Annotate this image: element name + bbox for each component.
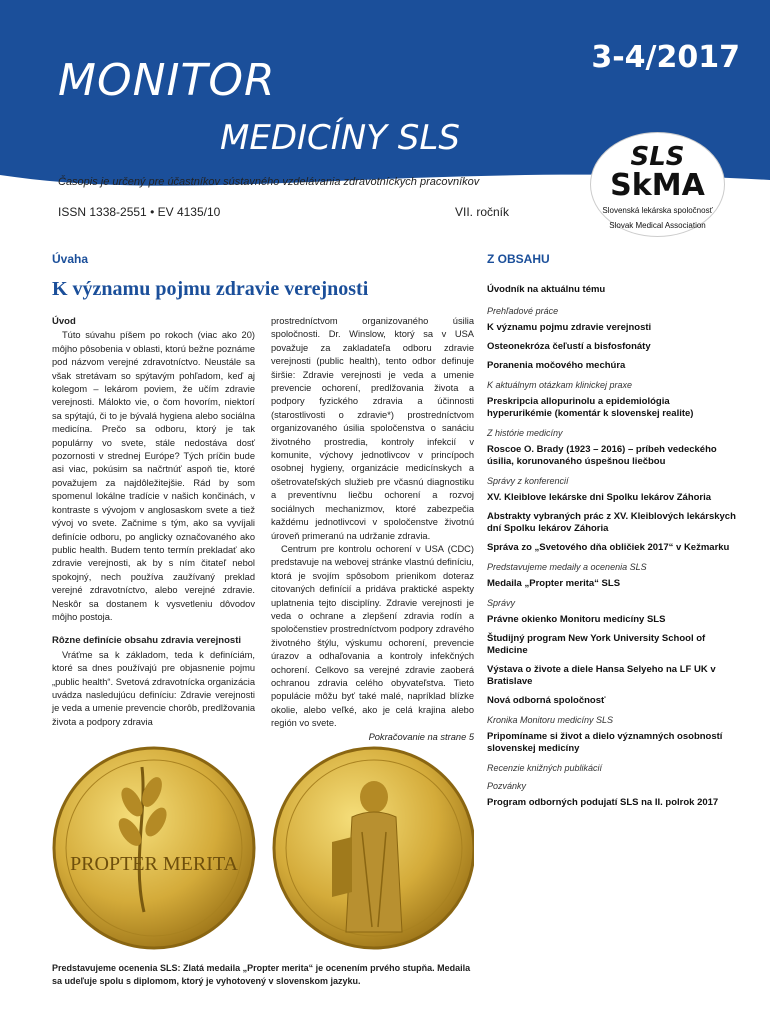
- toc-item[interactable]: Pripomíname si život a dielo významných osobností slovenskej medicíny: [487, 731, 723, 754]
- table-of-contents: [487, 252, 737, 816]
- medal-back: [274, 748, 474, 948]
- heading-definicie: Rôzne definície obsahu zdravia verejnosti: [52, 635, 241, 647]
- article-section: Úvaha: [52, 252, 89, 266]
- continuation-note: Pokračovanie na strane 5: [368, 731, 474, 742]
- toc-section-label: Pozvánky: [487, 781, 527, 791]
- logo-skma: SkMA: [610, 168, 705, 203]
- toc-heading: Z OBSAHU: [487, 252, 550, 266]
- toc-item[interactable]: K významu pojmu zdravie verejnosti: [487, 322, 652, 333]
- toc-section-label: Predstavujeme medaily a ocenenia SLS: [487, 562, 647, 572]
- toc-item[interactable]: Medaila „Propter merita“ SLS: [487, 578, 621, 589]
- article-column-2: [271, 315, 474, 744]
- medal-image: [52, 742, 474, 954]
- logo-org-sk: Slovenská lekárska spoločnosť: [602, 206, 713, 215]
- toc-item[interactable]: Preskripcia allopurinolu a epidemiológia hyperurikémie (komentár k slovenskej realite): [487, 396, 694, 419]
- paragraph: Vráťme sa k základom, teda k definíciám, ktoré sa dnes používajú pre objasnenie pojmu „public health“. Svetová zdravotnícka organizácia uvádza nasledujúcu definíciu: Zdravie verejnosti je veda a umenie prevencie chorôb, predlžovania života a podpory zdravia: [52, 649, 255, 727]
- toc-section-label: Z histórie medicíny: [487, 428, 563, 438]
- toc-item[interactable]: Abstrakty vybraných prác z XV. Kleiblových lekárskych dní Spolku lekárov Záhoria: [487, 511, 736, 534]
- toc-item[interactable]: Program odborných podujatí SLS na II. polrok 2017: [487, 797, 719, 808]
- journal-subtitle: Časopis je určený pre účastníkov sústavného vzdelávania zdravotníckych pracovníkov: [58, 176, 480, 188]
- article-column-1: [52, 315, 255, 744]
- issn: ISSN 1338-2551 • EV 4135/10: [58, 205, 221, 219]
- medal-front: [54, 748, 254, 948]
- sls-logo: [590, 132, 725, 237]
- toc-section-label: Správy z konferencií: [487, 476, 569, 486]
- toc-item[interactable]: Roscoe O. Brady (1923 – 2016) – príbeh vedeckého úsilia, korunovaného úspešnou liečbou: [487, 444, 717, 467]
- paragraph: prostredníctvom organizovaného úsilia spoločnosti. Dr. Winslow, ktorý sa v USA považuje za zakladateľa odboru zdravie verejnosti (public health), tento odbor definuje širšie: Zdravie verejnosti je veda a umenie prevencie ochorení, predlžovania života a podpory fyzického zdravia a účinnosti (starostlivosti o zdravie*) prostredníctvom organizovaného úsilia spoločenstva o sanáciu životného prostredia, kontroly infekcií v komunite, výchovy jednotlivcov v princípoch osobnej hygieny, organizácie medicínskych a ošetrovateľských služieb pre včasnú diagnostiku a preventívnu liečbu ochorení a rozvoj sociálnych mechanizmov, ktoré zabezpečia každému jednotlivcovi v spoločenstve životnú úroveň primeranú na udržanie zdravia.: [271, 316, 474, 541]
- toc-item[interactable]: Právne okienko Monitoru medicíny SLS: [487, 614, 666, 625]
- volume: VII. ročník: [455, 205, 510, 219]
- article-columns: [52, 315, 474, 744]
- article-headline: K významu pojmu zdravie verejnosti: [52, 278, 369, 300]
- article: [52, 252, 474, 744]
- paragraph: Túto súvahu píšem po rokoch (viac ako 20) môjho pôsobenia v oblasti, ktorú bežne poznáme pod názvom verejné zdravotníctvo. Neustále sa však stretávam so spýtavým pohľadom, keď aj kolegom – lekárom poviem, že učím zdravie verejnosti. Málokto vie, o čom hovorím, niektorí sa spýtajú, či to je bývalá hygiena alebo sociálna medicína. Prečo sa odboru, ktorý je tak populárny vo svete, stále nedostáva dosť pozornosti v strednej Európe? Tých príčin bude asi viac, pokúsim sa načrtnúť aspoň tie, ktoré považujem za najdôležitejšie. Rád by som spomenul lokálne tradície v našich končinách, v kontraste s vývojom v anglosaskom svete a tiež vývoj vo svete. Začnime s tým, ako sa vyvíjali definície odboru, po anglicky označovaného ako public health. Budem tento termín prekladať ako zdravie verejnosti, ak by s ním čitateľ nebol spokojný, nech používa zaužívaný preklad verejné zdravotníctvo, alebo verejné zdravie. Neskôr sa dostanem k vysvetleniu dôvodov môjho postoja.: [52, 330, 255, 622]
- image-caption: Predstavujeme ocenenia SLS: Zlatá medaila „Propter merita“ je ocenením prvého stupňa. Medaila sa udeľuje spolu s diplomom, ktorý je vyhotovený v slovenskom jazyku.: [52, 963, 471, 986]
- heading-uvod: Úvod: [52, 316, 76, 327]
- title-monitor: MONITOR: [58, 55, 276, 106]
- toc-section-label: Recenzie knižných publikácií: [487, 763, 603, 773]
- paragraph: Centrum pre kontrolu ochorení v USA (CDC) predstavuje na webovej stránke vlastnú definíciu, ktorá je svojím spôsobom prienikom doteraz citovaných definícií a pridáva praktické aspekty uplatnenia tejto disciplíny. Zdravie verejnosti je veda o ochrane a zlepšení zdravia rodín a spoločenstiev prostredníctvom podpory zdravého životného štýlu, výskumu ochorení, prevencie úrazov a odhaľovania a kontroly infekčných ochorení. Celkovo sa verejné zdravie zaoberá ochranou zdravia celého obyvateľstva. Tieto populácie môžu byť také malé, napríklad blízke okolie, alebo veľké, ako je celá krajina alebo región vo svete.: [271, 543, 474, 729]
- toc-section-label: Kronika Monitoru medicíny SLS: [487, 715, 614, 725]
- toc-section-label: K aktuálnym otázkam klinickej praxe: [487, 380, 633, 390]
- toc-item[interactable]: Osteonekróza čeľustí a bisfosfonáty: [487, 341, 651, 352]
- toc-section-label: Správy: [487, 598, 516, 608]
- logo-sls: SLS: [630, 142, 685, 172]
- toc-item[interactable]: Poranenia močového mechúra: [487, 360, 626, 371]
- logo-org-en: Slovak Medical Association: [609, 221, 706, 230]
- toc-intro[interactable]: Úvodník na aktuálnu tému: [487, 284, 606, 295]
- medal-inscription: PROPTER MERITA: [70, 853, 238, 875]
- toc-item[interactable]: XV. Kleiblove lekárske dni Spolku lekárov Záhoria: [487, 492, 712, 503]
- toc-item[interactable]: Nová odborná spoločnosť: [487, 695, 606, 706]
- toc-item[interactable]: Študijný program New York University School of Medicine: [487, 633, 706, 656]
- toc-item[interactable]: Správa zo „Svetového dňa obličiek 2017“ v Kežmarku: [487, 542, 730, 553]
- issue-number: 3-4/2017: [591, 40, 740, 75]
- title-mediciny: MEDICÍNY SLS: [220, 118, 460, 158]
- toc-item[interactable]: Výstava o živote a diele Hansa Selyeho na LF UK v Bratislave: [487, 664, 716, 687]
- toc-section-label: Prehľadové práce: [487, 306, 559, 316]
